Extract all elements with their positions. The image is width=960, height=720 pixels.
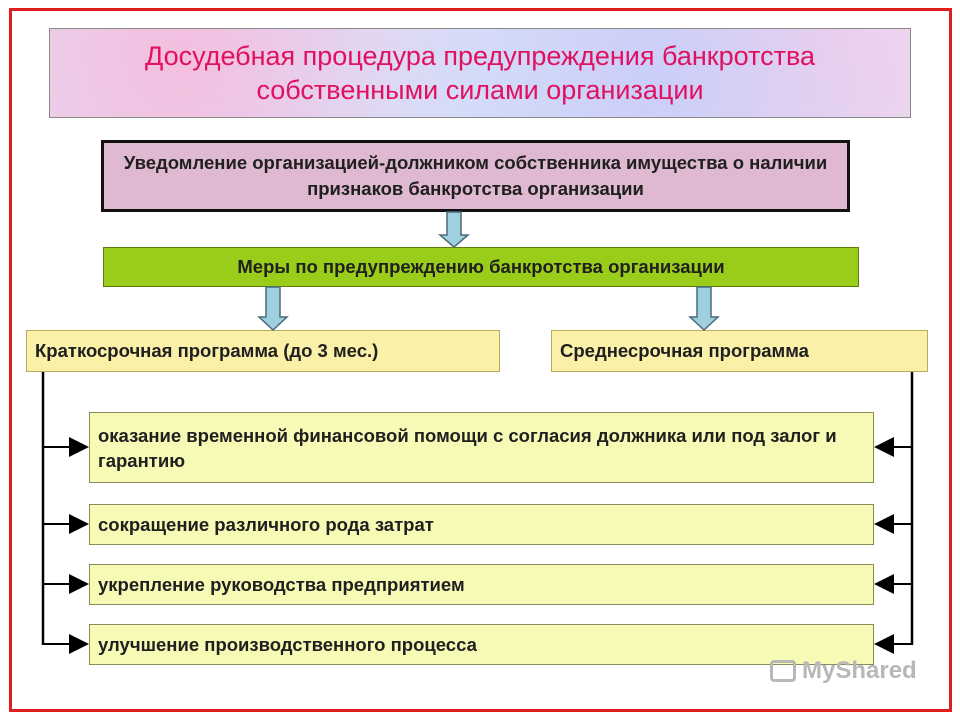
slide-title: Досудебная процедура предупреждения банкротства собственными силами организации [49, 28, 911, 118]
measure-item-financial-aid: оказание временной финансовой помощи с согласия должника или под залог и гарантию [89, 412, 874, 483]
down-arrow-to-mid-program [690, 287, 718, 330]
measure-item-production: улучшение производственного процесса [89, 624, 874, 665]
presentation-icon [770, 660, 796, 682]
watermark-text: MyShared [802, 657, 917, 684]
watermark-logo [770, 657, 917, 685]
down-arrow-to-short-program [259, 287, 287, 330]
mid-term-program-box: Среднесрочная программа [551, 330, 928, 372]
prevention-measures-box: Меры по предупреждению банкротства организации [103, 247, 859, 287]
down-arrow-notify-to-measures [440, 212, 468, 247]
measure-item-management: укрепление руководства предприятием [89, 564, 874, 605]
notify-owner-box: Уведомление организацией-должником собственника имущества о наличии признаков банкротства организации [101, 140, 850, 212]
measure-item-cost-reduction: сокращение различного рода затрат [89, 504, 874, 545]
short-term-program-box: Краткосрочная программа (до 3 мес.) [26, 330, 500, 372]
